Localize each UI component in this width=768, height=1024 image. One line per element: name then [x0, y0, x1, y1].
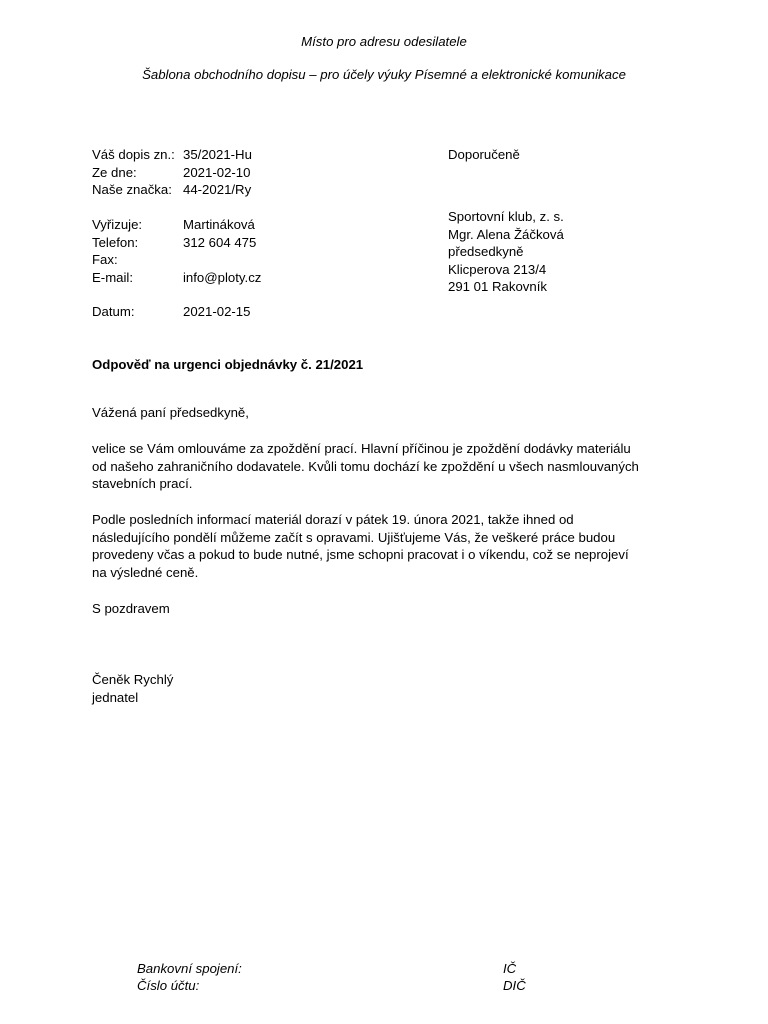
ref-value: 44-2021/Ry: [183, 182, 252, 197]
ref-value: 2021-02-10: [183, 164, 251, 180]
recipient-address: [448, 208, 564, 296]
ref-row-email: [92, 269, 261, 287]
ref-label: Datum:: [92, 304, 135, 319]
footer-company-ids: [503, 960, 526, 994]
footer-line: DIČ: [503, 978, 526, 993]
ref-value: Martináková: [183, 217, 255, 232]
body-line: stavebních prací.: [92, 476, 193, 491]
ref-row-your-letter: [92, 146, 252, 164]
body-line: na výsledné ceně.: [92, 564, 199, 580]
ref-label: Naše značka:: [92, 182, 172, 197]
body-line: velice se Vám omlouváme za zpoždění prací. Hlavní příčinou je zpoždění dodávky materiálu: [92, 441, 631, 456]
footer-line: Číslo účtu:: [137, 978, 200, 993]
reference-block-1: [92, 146, 252, 199]
sender-address-placeholder: Místo pro adresu odesilatele: [301, 34, 467, 49]
reference-block-3: [92, 303, 250, 321]
body-line: následujícího pondělí můžeme začít s opravami. Ujišťujeme Vás, že veškeré práce budou: [92, 529, 616, 545]
recipient-line: Klicperova 213/4: [448, 261, 547, 277]
signatory-title: jednatel: [92, 689, 139, 705]
body-paragraph-1: [92, 440, 692, 493]
ref-row-dated: [92, 164, 252, 182]
footer-line: IČ: [503, 961, 517, 976]
ref-value: 312 604 475: [183, 234, 257, 250]
recipient-line: 291 01 Rakovník: [448, 279, 547, 294]
ref-label: E-mail:: [92, 269, 134, 285]
ref-row-fax: [92, 251, 261, 269]
body-line: od našeho zahraničního dodavatele. Kvůli tomu dochází ke zpoždění u všech nasmlouvaných: [92, 458, 639, 474]
letter-subject: Odpověď na urgenci objednávky č. 21/2021: [92, 357, 364, 372]
body-paragraph-2: [92, 511, 692, 581]
ref-label: Telefon:: [92, 234, 139, 250]
ref-row-date: [92, 303, 250, 321]
body-line: Podle posledních informací materiál dorazí v pátek 19. února 2021, takže ihned od: [92, 512, 574, 527]
ref-row-handled-by: [92, 216, 261, 234]
ref-label: Ze dne:: [92, 164, 137, 180]
ref-value: 2021-02-15: [183, 304, 251, 319]
ref-value: 35/2021-Hu: [183, 147, 252, 162]
template-note: Šablona obchodního dopisu – pro účely výuky Písemné a elektronické komunikace: [142, 67, 626, 82]
delivery-note: Doporučeně: [448, 147, 520, 162]
footer-bank-info: [137, 960, 242, 994]
closing: S pozdravem: [92, 601, 170, 616]
reference-block-2: [92, 216, 261, 286]
body-line: provedeny včas a pokud to bude nutné, jsme schopni pracovat i o víkendu, což se neprojeví: [92, 547, 629, 562]
recipient-line: Mgr. Alena Žáčková: [448, 226, 564, 242]
ref-value: info@ploty.cz: [183, 269, 262, 285]
footer-line: Bankovní spojení:: [137, 961, 242, 976]
ref-label: Vyřizuje:: [92, 217, 143, 232]
ref-label: Váš dopis zn.:: [92, 147, 175, 162]
recipient-line: Sportovní klub, z. s.: [448, 209, 564, 224]
ref-label: Fax:: [92, 252, 118, 267]
ref-row-phone: [92, 234, 261, 252]
ref-row-our-ref: [92, 181, 252, 199]
signature-block: [92, 671, 173, 706]
signatory-name: Čeněk Rychlý: [92, 672, 174, 687]
recipient-line: předsedkyně: [448, 244, 524, 259]
salutation: Vážená paní předsedkyně,: [92, 405, 249, 420]
